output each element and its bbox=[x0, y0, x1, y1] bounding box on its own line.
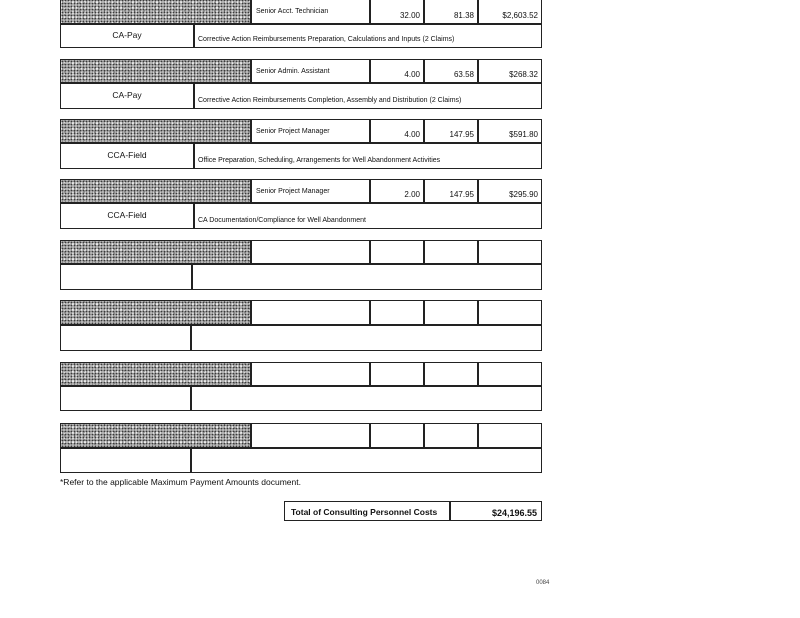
task-code-cell bbox=[60, 325, 191, 351]
empty-entry-block bbox=[60, 423, 542, 473]
task-code-cell bbox=[60, 203, 194, 229]
entry-block bbox=[60, 179, 542, 229]
hours-cell bbox=[370, 0, 424, 24]
rate-value: 147.95 bbox=[449, 190, 474, 199]
redacted-name bbox=[60, 423, 251, 448]
hours-cell bbox=[370, 119, 424, 143]
position-title-cell bbox=[251, 59, 370, 83]
task-code: CCA-Field bbox=[107, 210, 147, 220]
task-description: CA Documentation/Compliance for Well Abandonment bbox=[198, 217, 366, 224]
task-code: CCA-Field bbox=[107, 150, 147, 160]
task-description: Office Preparation, Scheduling, Arrangements for Well Abandonment Activities bbox=[198, 157, 441, 164]
hours-value: 32.00 bbox=[399, 11, 420, 20]
position-title: Senior Project Manager bbox=[256, 188, 330, 195]
hours-cell bbox=[370, 59, 424, 83]
entry-block bbox=[60, 0, 542, 48]
redacted-name bbox=[60, 240, 251, 264]
redacted-name bbox=[60, 300, 251, 325]
cost-cell bbox=[478, 423, 542, 448]
empty-entry-block bbox=[60, 300, 542, 350]
position-title-cell bbox=[251, 0, 370, 24]
task-code-cell bbox=[60, 448, 191, 473]
redacted-name bbox=[60, 59, 251, 83]
description-cell bbox=[194, 83, 542, 109]
cost-value: $295.90 bbox=[509, 190, 538, 199]
rate-value: 63.58 bbox=[453, 70, 474, 79]
hours-cell bbox=[370, 179, 424, 203]
hours-cell bbox=[370, 362, 424, 386]
cost-cell bbox=[478, 362, 542, 386]
description-cell bbox=[192, 264, 542, 290]
hours-value: 4.00 bbox=[404, 70, 420, 79]
rate-cell bbox=[424, 0, 478, 24]
entry-block bbox=[60, 59, 542, 109]
position-title-cell bbox=[251, 119, 370, 143]
rate-value: 147.95 bbox=[449, 130, 474, 139]
rate-cell bbox=[424, 362, 478, 386]
task-code-cell bbox=[60, 83, 194, 109]
task-description: Corrective Action Reimbursements Completion, Assembly and Distribution (2 Claims) bbox=[198, 97, 462, 104]
hours-value: 2.00 bbox=[404, 190, 420, 199]
description-cell bbox=[194, 24, 542, 48]
description-cell bbox=[194, 143, 542, 169]
empty-entry-block bbox=[60, 362, 542, 412]
entry-block bbox=[60, 119, 542, 169]
redacted-name bbox=[60, 362, 251, 386]
cost-value: $2,603.52 bbox=[502, 11, 538, 20]
position-title: Senior Acct. Technician bbox=[256, 8, 329, 15]
total-value: $24,196.55 bbox=[450, 501, 542, 521]
rate-cell bbox=[424, 423, 478, 448]
position-title-cell bbox=[251, 300, 370, 325]
rate-cell bbox=[424, 300, 478, 325]
task-code-cell bbox=[60, 386, 191, 411]
task-code-cell bbox=[60, 264, 192, 290]
rate-cell bbox=[424, 59, 478, 83]
redacted-name bbox=[60, 0, 251, 24]
cost-value: $268.32 bbox=[509, 70, 538, 79]
task-code-cell bbox=[60, 143, 194, 169]
cost-cell bbox=[478, 300, 542, 325]
task-description: Corrective Action Reimbursements Preparation, Calculations and Inputs (2 Claims) bbox=[198, 36, 455, 43]
rate-value: 81.38 bbox=[453, 11, 474, 20]
cost-cell bbox=[478, 240, 542, 264]
description-cell bbox=[191, 386, 542, 411]
description-cell bbox=[191, 325, 542, 351]
rate-cell bbox=[424, 179, 478, 203]
position-title-cell bbox=[251, 362, 370, 386]
redacted-name bbox=[60, 119, 251, 143]
task-code: CA-Pay bbox=[112, 90, 142, 100]
total-label: Total of Consulting Personnel Costs bbox=[284, 501, 450, 521]
description-cell bbox=[194, 203, 542, 229]
cost-cell bbox=[478, 179, 542, 203]
rate-cell bbox=[424, 240, 478, 264]
position-title-cell bbox=[251, 423, 370, 448]
empty-entry-block bbox=[60, 240, 542, 290]
position-title-cell bbox=[251, 179, 370, 203]
rate-cell bbox=[424, 119, 478, 143]
redacted-name bbox=[60, 179, 251, 203]
hours-cell bbox=[370, 423, 424, 448]
position-title-cell bbox=[251, 240, 370, 264]
cost-cell bbox=[478, 0, 542, 24]
cost-value: $591.80 bbox=[509, 130, 538, 139]
position-title: Senior Project Manager bbox=[256, 128, 330, 135]
task-code: CA-Pay bbox=[112, 30, 142, 40]
footnote: *Refer to the applicable Maximum Payment Amounts document. bbox=[60, 477, 301, 487]
task-code-cell bbox=[60, 24, 194, 48]
position-title: Senior Admin. Assistant bbox=[256, 68, 330, 75]
hours-value: 4.00 bbox=[404, 130, 420, 139]
cost-cell bbox=[478, 59, 542, 83]
hours-cell bbox=[370, 300, 424, 325]
cost-cell bbox=[478, 119, 542, 143]
hours-cell bbox=[370, 240, 424, 264]
page-number: 0084 bbox=[536, 580, 550, 586]
description-cell bbox=[191, 448, 542, 473]
